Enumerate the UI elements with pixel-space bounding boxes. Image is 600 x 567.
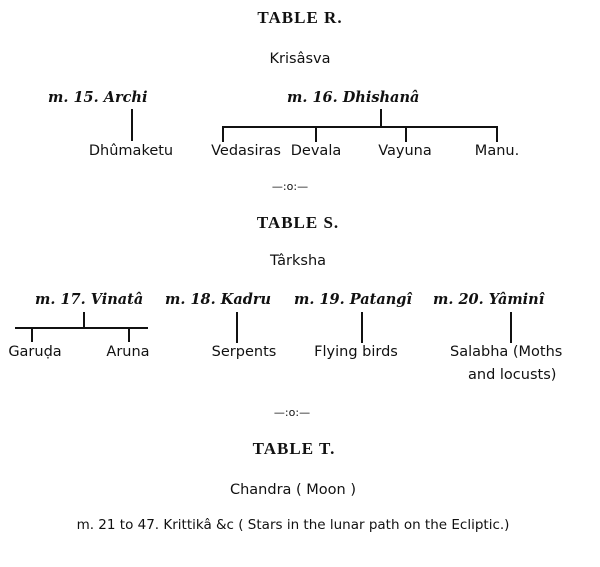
- table-r-heading: TABLE R.: [257, 8, 343, 27]
- table-r-child: Manu.: [474, 143, 520, 159]
- table-s-child: Flying birds: [314, 344, 398, 360]
- table-s-heading: TABLE S.: [256, 213, 340, 232]
- connector-line: [361, 312, 363, 343]
- separator: —:o:—: [271, 180, 309, 193]
- connector-line: [222, 126, 498, 128]
- table-r-child: Devala: [290, 143, 342, 159]
- table-t-line: m. 21 to 47. Krittikâ &c ( Stars in the lunar path on the Ecliptic.): [76, 517, 510, 533]
- table-s-child: Salabha (Moths: [450, 344, 563, 360]
- table-s-wife-20: m. 20. Yâminî: [433, 291, 545, 308]
- table-s-wife-18: m. 18. Kadru: [165, 291, 272, 308]
- connector-line: [222, 126, 224, 142]
- connector-line: [380, 109, 382, 127]
- table-s-child-continued: and locusts): [468, 367, 557, 383]
- connector-line: [315, 126, 317, 142]
- table-r-child: Vedasiras: [211, 143, 281, 159]
- table-s-child: Serpents: [211, 344, 277, 360]
- table-r-wife-15: m. 15. Archi: [48, 89, 148, 106]
- table-t-heading: TABLE T.: [252, 439, 336, 458]
- connector-line: [128, 327, 130, 342]
- table-s-wife-19: m. 19. Patangî: [294, 291, 412, 308]
- connector-line: [496, 126, 498, 142]
- connector-line: [31, 327, 33, 342]
- connector-line: [236, 312, 238, 343]
- table-s-child: Garuḍa: [8, 344, 62, 360]
- separator: —:o:—: [273, 406, 311, 419]
- table-s-wife-17: m. 17. Vinatâ: [35, 291, 144, 308]
- connector-line: [83, 312, 85, 328]
- table-s-parent: Târksha: [269, 253, 327, 269]
- connector-line: [131, 109, 133, 141]
- table-r-child: Dhûmaketu: [88, 143, 174, 159]
- table-r-child: Vayuna: [378, 143, 432, 159]
- table-s-child: Aruna: [106, 344, 150, 360]
- table-t-parent: Chandra ( Moon ): [229, 482, 357, 498]
- table-r-wife-16: m. 16. Dhishanâ: [287, 89, 420, 106]
- connector-line: [510, 312, 512, 343]
- connector-line: [405, 126, 407, 142]
- table-r-parent: Krisâsva: [269, 51, 331, 67]
